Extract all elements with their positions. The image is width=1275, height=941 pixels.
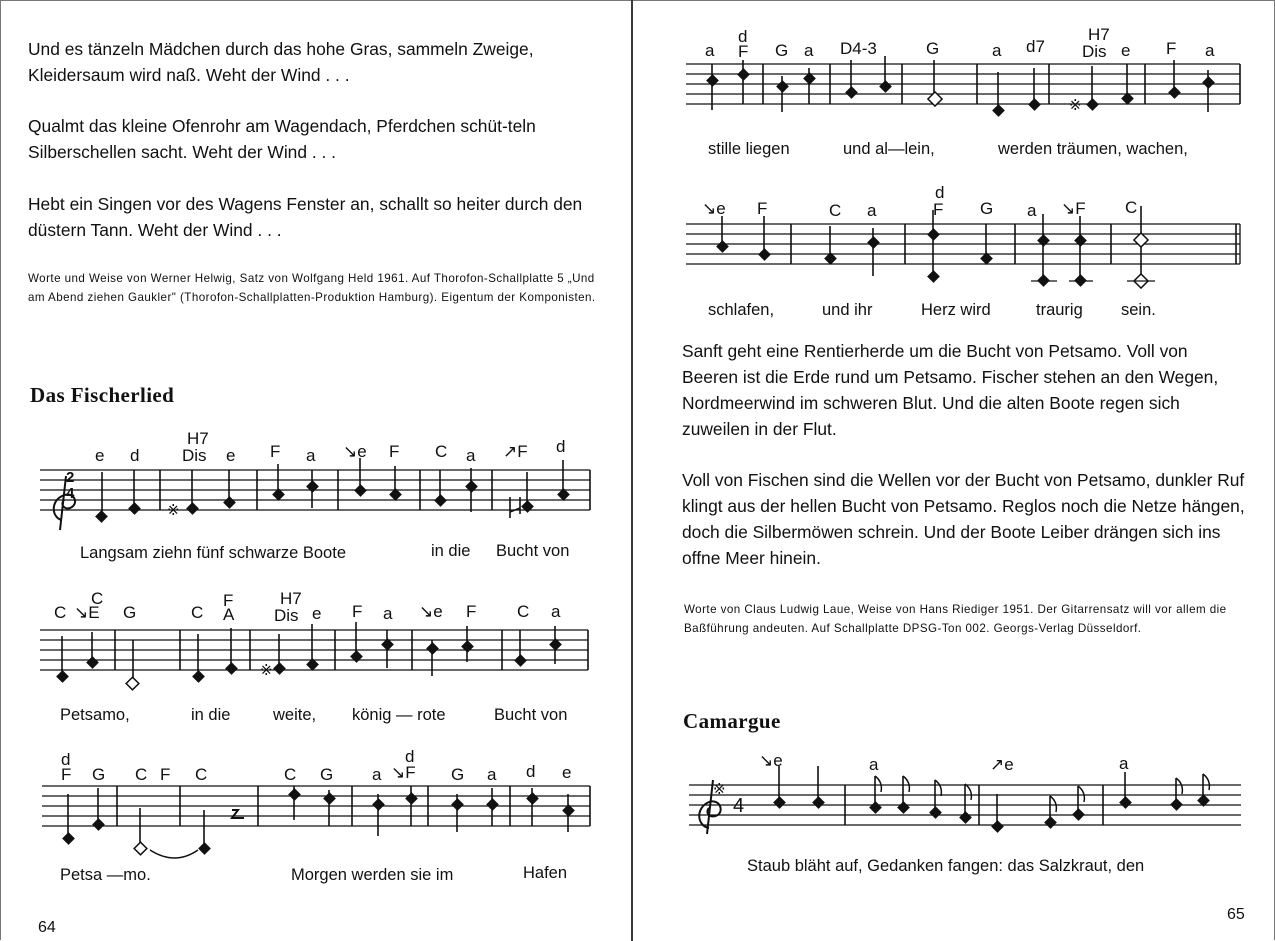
chord-label: C [435, 442, 448, 461]
lyric-line: Petsa —mo. [60, 866, 151, 884]
lyric-line: traurig [1036, 301, 1083, 319]
lyric-line: werden träumen, wachen, [998, 140, 1188, 158]
chord-label: C [517, 602, 530, 621]
chord-label: G [123, 603, 137, 622]
chord-label: a [306, 446, 316, 465]
song-title: Camargue [683, 709, 781, 733]
chord-label: C [1125, 198, 1138, 217]
page-number: 65 [1227, 906, 1245, 923]
chord-label: F [160, 765, 171, 784]
chord-label: Dis [182, 446, 207, 465]
chord-label: e [312, 604, 322, 623]
left-page [0, 0, 631, 941]
staff-lines [42, 786, 590, 826]
chord-label: d [130, 446, 140, 465]
verse-paragraph-3: Hebt ein Singen vor des Wagens Fenster an, schallt so heiter durch den düstern Tann. Weht der Wind . . . [28, 194, 583, 240]
lyric-line: und al—lein, [843, 140, 935, 158]
chord-label: a [372, 765, 382, 784]
chord-label: d [61, 750, 71, 769]
chord-label: e [1121, 41, 1131, 60]
chord-label: ↘F [391, 763, 416, 782]
lyric-line: schlafen, [708, 301, 775, 319]
lyric-line: Herz wird [921, 301, 991, 319]
chord-label: a [705, 41, 715, 60]
svg-text:※: ※ [167, 502, 180, 519]
chord-label: C [191, 603, 204, 622]
chord-label: d [405, 747, 415, 766]
chord-label: F [352, 602, 363, 621]
verse-paragraph-5: Voll von Fischen sind die Wellen vor der Bucht von Petsamo, dunkler Ruf klingt aus der hellen Bucht von Petsamo. Reglos noch die Netze hängen, doch die Silbermöwen schrein. Und der Boote Leiber drängen sich ins offne Meer hinein. [682, 470, 1245, 568]
chord-label: d [935, 183, 945, 202]
chord-label: F [270, 442, 281, 461]
lyric-line: Morgen werden sie im [291, 866, 454, 884]
chord-label: a [1205, 41, 1215, 60]
music-staff [0, 0, 631, 941]
page-number: 64 [38, 919, 56, 936]
chord-label: a [1027, 201, 1037, 220]
lyric-line: in die [191, 706, 231, 724]
verse-paragraph-1: Und es tänzeln Mädchen durch das hohe Gras, sammeln Zweige, Kleidersaum wird naß. Weht der Wind . . . [28, 39, 534, 85]
chord-label: G [92, 765, 106, 784]
song-credit: Worte und Weise von Werner Helwig, Satz von Wolfgang Held 1961. Auf Thorofon-Schallplatte 5 „Und am Abend ziehen Gaukler" (Thorofon-Schallplatten-Produktion Hamburg). Eigentum der Komponisten. [28, 272, 596, 304]
chord-label: Dis [1082, 42, 1107, 61]
notes [62, 786, 575, 858]
chord-label: C [195, 765, 208, 784]
chord-label: ↘e [702, 199, 726, 218]
chord-label: d [526, 762, 536, 781]
chord-label: C [91, 589, 104, 608]
lyric-line: sein. [1121, 301, 1156, 319]
lyric-line: Langsam ziehn fünf schwarze Boote [80, 544, 346, 562]
chord-label: F [466, 602, 477, 621]
chord-label: F [389, 442, 400, 461]
chord-label: Dis [274, 606, 299, 625]
chord-label: a [867, 201, 877, 220]
svg-text:2: 2 [66, 469, 75, 486]
chord-label: a [466, 446, 476, 465]
lyric-line: Bucht von [496, 542, 570, 560]
chord-label: F [933, 200, 944, 219]
chord-label: ↗e [990, 755, 1014, 774]
lyric-line: weite, [273, 706, 317, 724]
chord-label: a [992, 41, 1002, 60]
lyric-line: und ihr [822, 301, 873, 319]
chord-label: F [1166, 39, 1177, 58]
chord-label: H7 [280, 589, 302, 608]
chord-label: ↘E [74, 603, 100, 622]
chord-label: G [980, 199, 994, 218]
chord-label: F [757, 199, 768, 218]
chord-label: ↗F [503, 442, 528, 461]
chord-label: ↘e [759, 751, 783, 770]
chord-label: F [223, 591, 234, 610]
lyric-line: könig — rote [352, 706, 446, 724]
sharp-key-signature: ※ [713, 781, 726, 798]
song-title: Das Fischerlied [30, 383, 175, 407]
chord-label: ↘e [343, 442, 367, 461]
chord-label: C [284, 765, 297, 784]
chord-label: a [487, 765, 497, 784]
lyric-line: in die [431, 542, 471, 560]
chord-label: C [829, 201, 842, 220]
chord-label: d7 [1026, 37, 1045, 56]
svg-text:※: ※ [260, 662, 273, 679]
lyric-line: Hafen [523, 864, 568, 882]
chord-label: G [775, 41, 789, 60]
right-page [633, 0, 1275, 941]
chord-label: F [738, 42, 749, 61]
chord-label: e [562, 763, 572, 782]
lyric-line: Petsamo, [60, 706, 130, 724]
chord-label: a [383, 604, 393, 623]
chord-label: F [61, 765, 72, 784]
chord-label: A [223, 605, 235, 624]
chord-label: C [135, 765, 148, 784]
chord-label: G [926, 39, 940, 58]
lyric-line: Bucht von [494, 706, 568, 724]
chord-label: D4-3 [840, 39, 877, 58]
chord-label: H7 [1088, 25, 1110, 44]
notes [773, 766, 1210, 833]
chord-label: G [451, 765, 465, 784]
verse-paragraph-4: Sanft geht eine Rentierherde um die Bucht von Petsamo. Voll von Beeren ist die Erde rund um Petsamo. Fischer stehen an den Wegen, Nordmeerwind im schweren Blut. Und die alten Boote regen sich zuweilen in der Flut. [682, 341, 1219, 439]
chord-label: C [54, 603, 67, 622]
chord-label: d [738, 27, 748, 46]
music-staff [633, 0, 1275, 941]
chord-label: H7 [187, 429, 209, 448]
lyric-line: stille liegen [708, 140, 790, 158]
svg-text:4: 4 [66, 485, 75, 502]
chord-label: e [95, 446, 105, 465]
chord-label: a [804, 41, 814, 60]
chord-label: a [551, 602, 561, 621]
lyric-line: Staub bläht auf, Gedanken fangen: das Salzkraut, den [747, 857, 1145, 875]
chord-label: a [869, 755, 879, 774]
chord-label: ↘e [419, 602, 443, 621]
chord-label: d [556, 437, 566, 456]
chord-label: ↘F [1061, 199, 1086, 218]
svg-text:※: ※ [1069, 97, 1082, 114]
verse-paragraph-2: Qualmt das kleine Ofenrohr am Wagendach, Pferdchen schüt-teln Silberschellen sacht. Weht der Wind . . . [28, 116, 536, 162]
time-signature: 4 [733, 795, 745, 817]
chord-label: e [226, 446, 236, 465]
chord-label: G [320, 765, 334, 784]
song-credit: Worte von Claus Ludwig Laue, Weise von Hans Riediger 1951. Der Gitarrensatz will vor allem die Baßführung andeuten. Auf Schallplatte DPSG-Ton 002. Georgs-Verlag Düsseldorf. [684, 603, 1227, 635]
chord-label: a [1119, 754, 1129, 773]
